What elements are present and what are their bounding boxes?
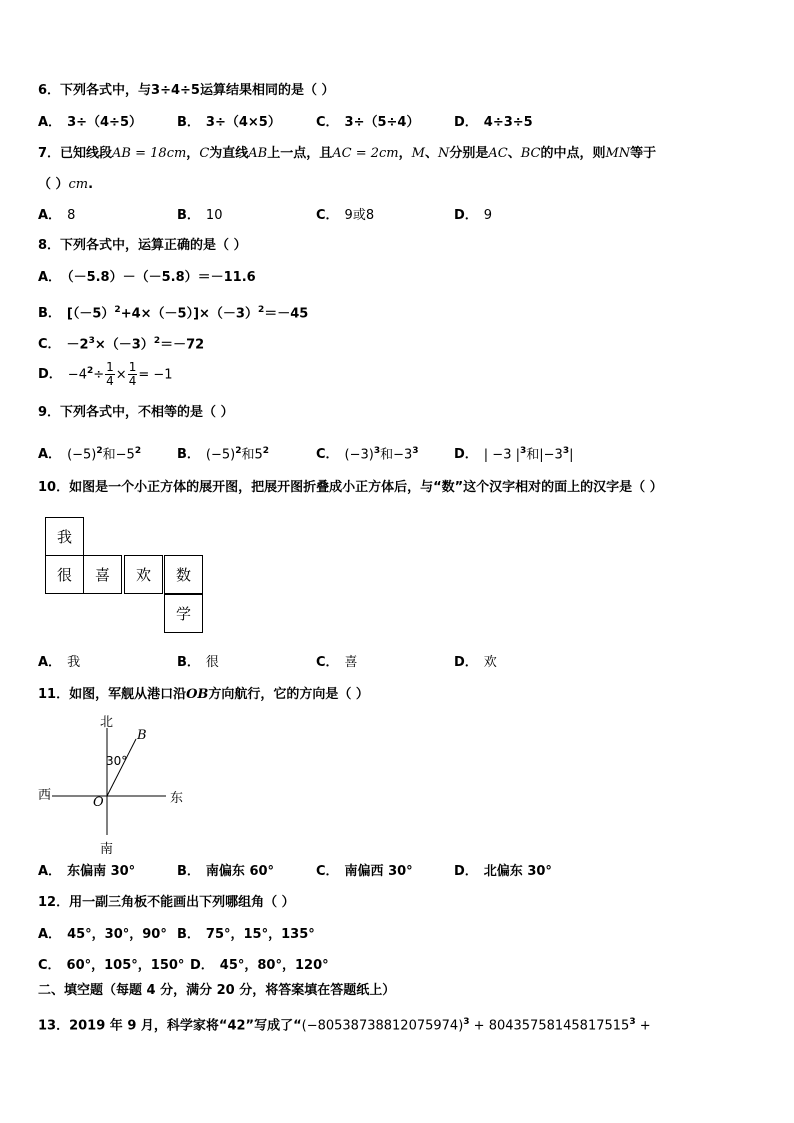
exponent: 3 xyxy=(412,446,419,456)
option-text: 10 xyxy=(205,208,223,223)
q7-point-m: M xyxy=(411,146,425,161)
exponent: 3 xyxy=(629,1017,636,1027)
cube-cell-xi: 喜 xyxy=(83,555,122,594)
option-label: A． xyxy=(38,447,62,463)
option-label: D． xyxy=(454,208,478,223)
exponent: 3 xyxy=(562,446,570,456)
expr: [（－5） xyxy=(66,306,115,322)
q9-stem: 9．下列各式中，不相等的是（ ） xyxy=(38,405,234,420)
q7-seg-ac: AC xyxy=(488,146,508,161)
option-label: A． xyxy=(38,208,62,223)
q7-text: ， xyxy=(186,146,200,161)
option-label: D． xyxy=(190,958,214,973)
option-label: D． xyxy=(454,864,478,879)
q7-text: 、 xyxy=(424,146,438,161)
option-text: 75°，15°，135° xyxy=(205,927,315,942)
q7-text: 等于 xyxy=(630,146,657,161)
option-text: 我 xyxy=(67,655,81,670)
option-label: B． xyxy=(38,306,61,322)
option-label: C． xyxy=(316,655,339,670)
exponent: 3 xyxy=(520,446,527,456)
option-text: 3÷（4×5） xyxy=(205,115,281,130)
option-label: C． xyxy=(316,864,339,879)
q7-line-ab: AB xyxy=(248,146,268,161)
exponent: 2 xyxy=(235,446,242,456)
q8-stem: 8．下列各式中，运算正确的是（ ） xyxy=(38,238,247,253)
expr: 和5 xyxy=(241,447,263,463)
label-point-b: B xyxy=(137,728,147,743)
option-label: A． xyxy=(38,115,62,130)
label-east: 东 xyxy=(170,791,184,806)
q10-stem: 10．如图是一个小正方体的展开图，把展开图折叠成小正方体后，与“数”这个汉字相对的面上的汉字是（ ） xyxy=(38,480,663,495)
exponent: 3 xyxy=(463,1017,470,1027)
expr: 和−3 xyxy=(380,447,413,463)
cube-cell-shu: 数 xyxy=(164,555,203,594)
q12-option-a[interactable] xyxy=(38,927,167,943)
option-label: D． xyxy=(454,115,478,130)
label-angle: 30° xyxy=(106,754,128,768)
expr: | xyxy=(569,447,574,463)
q7-text: 分别是 xyxy=(449,146,489,161)
section-heading-fill-in: 二、填空题（每题 4 分，满分 20 分，将答案填在答题纸上） xyxy=(38,983,396,998)
option-label: A． xyxy=(38,927,62,942)
option-text: 3÷（5÷4） xyxy=(344,115,420,130)
option-label: B． xyxy=(177,115,200,130)
option-text: 45°，30°，90° xyxy=(67,927,167,942)
answer-bracket: （ ） xyxy=(38,177,69,192)
option-text: 9或8 xyxy=(344,208,375,223)
expr: －2 xyxy=(66,337,89,353)
q11-option-b[interactable] xyxy=(177,864,274,880)
q12-option-c[interactable] xyxy=(38,958,184,974)
cube-cell-hen: 很 xyxy=(45,555,84,594)
q7-text: . xyxy=(88,177,94,192)
expr: (−3) xyxy=(344,447,374,463)
option-text: 喜 xyxy=(344,655,358,670)
option-label: C． xyxy=(38,958,61,973)
exponent: 2 xyxy=(262,446,270,456)
option-text: 南偏东 60° xyxy=(205,864,275,879)
expr: ÷ xyxy=(93,367,105,383)
expr: × xyxy=(115,367,127,383)
expr: ＝－72 xyxy=(160,337,205,353)
numerator: 1 xyxy=(128,360,137,375)
exponent: 3 xyxy=(88,336,95,346)
q7-seg-bc: BC xyxy=(520,146,541,161)
q7-text: 为直线 xyxy=(209,146,249,161)
exponent: 2 xyxy=(257,305,265,315)
option-text: 9 xyxy=(483,208,493,223)
option-label: B． xyxy=(177,447,200,463)
option-label: C． xyxy=(316,115,339,130)
q7-seg-mn: MN xyxy=(605,146,631,161)
option-label: A． xyxy=(38,864,62,879)
cube-cell-huan: 欢 xyxy=(124,555,163,594)
exponent: 2 xyxy=(114,305,121,315)
option-text: 4÷3÷5 xyxy=(483,115,533,130)
exponent: 3 xyxy=(373,446,381,456)
q11-text: 11．如图，军舰从港口沿 xyxy=(38,687,187,702)
option-text: 8 xyxy=(67,208,76,223)
expr: +4×（－5）]×（－3） xyxy=(120,306,258,322)
q7-text: 上一点，且 xyxy=(267,146,333,161)
denominator: 4 xyxy=(128,374,137,389)
q12-option-d[interactable] xyxy=(190,958,329,974)
q7-unit: cm xyxy=(68,177,89,192)
q13-term: (−80538738812075974) xyxy=(301,1018,464,1034)
exponent: 2 xyxy=(134,446,142,456)
exponent: 2 xyxy=(96,446,103,456)
q11-text: 方向航行，它的方向是（ ） xyxy=(208,687,369,702)
option-label: B． xyxy=(177,927,200,942)
label-west: 西 xyxy=(38,788,52,803)
cube-cell-wo: 我 xyxy=(45,517,84,556)
q7-ab-eq: AB = 18cm xyxy=(112,146,187,161)
q11-option-a[interactable] xyxy=(38,864,135,880)
option-text: 欢 xyxy=(483,655,497,670)
expr: 和|−3 xyxy=(526,447,563,463)
q12-option-b[interactable] xyxy=(177,927,315,943)
q6-stem: 6．下列各式中，与3÷4÷5运算结果相同的是（ ） xyxy=(38,83,335,98)
expr: ×（－3） xyxy=(94,337,154,353)
cube-cell-xue: 学 xyxy=(164,594,203,633)
option-label: D． xyxy=(454,447,478,463)
label-south: 南 xyxy=(100,842,114,857)
label-north: 北 xyxy=(100,715,114,730)
option-text: 北偏东 30° xyxy=(483,864,552,879)
numerator: 1 xyxy=(106,360,114,375)
q11-ray-ob: OB xyxy=(186,687,209,702)
q7-text: 、 xyxy=(507,146,521,161)
option-label: D． xyxy=(454,655,478,670)
q7-text: 7．已知线段 xyxy=(38,146,113,161)
denominator: 4 xyxy=(106,374,114,389)
q11-option-c[interactable] xyxy=(316,864,413,880)
option-label: C． xyxy=(316,447,339,463)
expr: = −1 xyxy=(138,367,173,383)
option-text: 60°，105°，150° xyxy=(66,958,185,973)
q13-term: + xyxy=(635,1018,651,1034)
exponent: 2 xyxy=(86,366,94,376)
option-label: C． xyxy=(38,337,61,353)
expr: (−5) xyxy=(205,447,236,463)
option-text: 很 xyxy=(205,655,219,670)
option-label: C． xyxy=(316,208,339,223)
label-point-o: O xyxy=(93,795,104,810)
option-text: （－5.8）－（－5.8）＝－11.6 xyxy=(67,270,256,285)
expr: ＝－45 xyxy=(264,306,309,322)
option-label: A． xyxy=(38,655,62,670)
q13-stem xyxy=(38,1014,651,1034)
q13-text: 13．2019 年 9 月，科学家将“42”写成了“ xyxy=(38,1018,302,1034)
expr: (−5) xyxy=(67,447,97,463)
option-label: A． xyxy=(38,270,62,285)
option-text: 45°，80°，120° xyxy=(219,958,329,973)
expr: −4 xyxy=(67,367,87,383)
option-label: B． xyxy=(177,864,200,879)
q7-ac-eq: AC = 2cm xyxy=(332,146,399,161)
option-text: 东偏南 30° xyxy=(67,864,136,879)
q7-text: 的中点，则 xyxy=(540,146,606,161)
q7-text: ， xyxy=(398,146,412,161)
expr: | −3 | xyxy=(483,447,520,463)
option-label: D． xyxy=(38,367,62,383)
option-label: B． xyxy=(177,655,200,670)
q12-stem: 12．用一副三角板不能画出下列哪组角（ ） xyxy=(38,895,295,910)
option-label: B． xyxy=(177,208,200,223)
q7-point-n: N xyxy=(437,146,450,161)
option-text: 南偏西 30° xyxy=(344,864,413,879)
expr: 和−5 xyxy=(102,447,135,463)
q7-point-c: C xyxy=(199,146,210,161)
exponent: 2 xyxy=(153,336,161,346)
q11-option-d[interactable] xyxy=(454,864,552,880)
option-text: 3÷（4÷5） xyxy=(67,115,142,130)
q13-term: + 80435758145817515 xyxy=(469,1018,630,1034)
